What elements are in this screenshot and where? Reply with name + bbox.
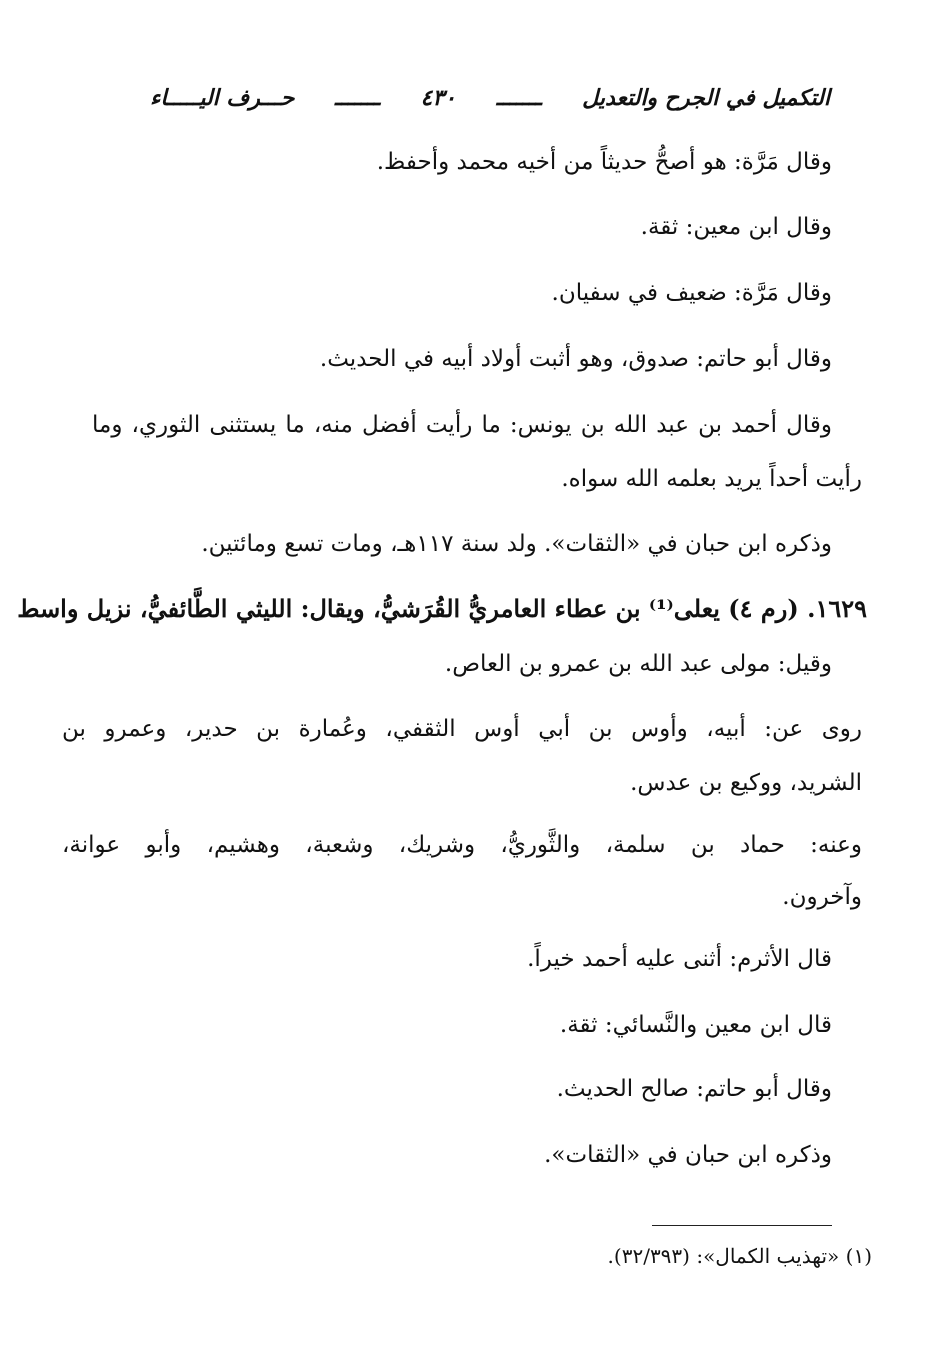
text-line: وقال مَرَّة: ضعيف في سفيان. (551, 280, 832, 306)
text-line: وقال أبو حاتم: صدوق، وهو أثبت أولاد أبيه في الحديث. (319, 346, 832, 372)
text-line: قال الأثرم: أثنى عليه أحمد خيراً. (527, 946, 832, 972)
header-section: حـــرف اليـــــاء (150, 85, 295, 111)
header-separator: ـــــــ (496, 85, 542, 111)
running-header (150, 78, 830, 118)
text-line: وذكره ابن حبان في «الثقات». ولد سنة ١١٧هـ، ومات تسع ومائتين. (201, 531, 832, 557)
text-line: وآخرون. (782, 884, 862, 910)
biography-entry-heading: ١٦٢٩. (رم ٤) يعلى⁽¹⁾ بن عطاء العامريُّ القُرَشيُّ، ويقال: الليثي الطَّائفيُّ، نزيل واسط (17, 594, 867, 623)
header-separator: ـــــــ (334, 85, 380, 111)
text-line: قال ابن معين والنَّسائي: ثقة. (559, 1012, 832, 1038)
header-page-number: ٤٣٠ (420, 85, 456, 111)
text-line: وقال أحمد بن عبد الله بن يونس: ما رأيت أفضل منه، ما يستثنى الثوري، وما (92, 412, 832, 438)
footnote-rule (652, 1225, 832, 1226)
text-line: وذكره ابن حبان في «الثقات». (544, 1142, 832, 1168)
header-book-title: التكميل في الجرح والتعديل (582, 85, 830, 111)
footnote: (١) «تهذيب الكمال»: (٣٢/٣٩٣). (607, 1244, 872, 1268)
text-line: وقال ابن معين: ثقة. (640, 214, 832, 240)
text-line: وقيل: مولى عبد الله بن عمرو بن العاص. (444, 651, 832, 677)
text-line: وعنه: حماد بن سلمة، والثَّوريُّ، وشريك، وشعبة، وهشيم، وأبو عوانة، (62, 832, 862, 858)
text-line: وقال مَرَّة: هو أصحُّ حديثاً من أخيه محمد وأحفظ. (376, 149, 832, 175)
text-line: الشريد، ووكيع بن عدس. (630, 770, 862, 796)
text-line: روى عن: أبيه، وأوس بن أبي أوس الثقفي، وعُمارة بن حدير، وعمرو بن (62, 716, 862, 742)
text-line: وقال أبو حاتم: صالح الحديث. (556, 1076, 832, 1102)
text-line: رأيت أحداً يريد بعلمه الله سواه. (561, 466, 862, 492)
